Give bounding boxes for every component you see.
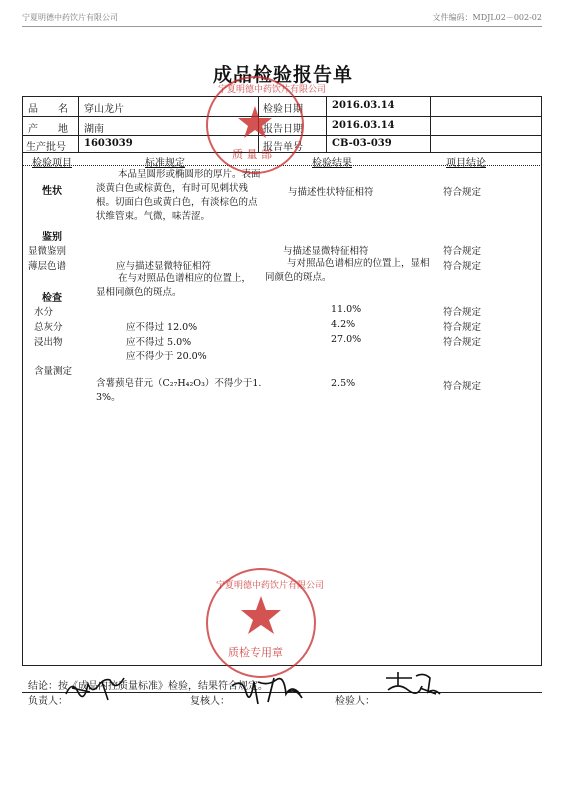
report-date-value: 2016.03.14	[332, 120, 395, 131]
origin-label: 产 地	[28, 124, 68, 135]
bocengsepu-result: 与对照品色谱相应的位置上，显相同颜色的斑点。	[265, 258, 430, 283]
xianwei-conclusion: 符合规定	[443, 246, 482, 257]
row-label-jianbie: 鉴别	[42, 232, 62, 243]
report-no-value: CB-03-039	[332, 138, 392, 149]
row-label-hanliang: 含量测定	[34, 366, 73, 377]
zonghuifen-result: 4.2%	[331, 319, 356, 330]
test-date-value: 2016.03.14	[332, 100, 395, 111]
xianwei-result: 与描述显微特征相符	[283, 246, 369, 257]
inspector-signature	[380, 668, 448, 702]
shuifen-conclusion: 符合规定	[443, 307, 482, 318]
doc-number: 文件编码：MDJL02－002-02	[432, 13, 542, 22]
top-stamp-inner-text: 质 量 部	[232, 148, 272, 161]
jinchuwu-standard: 应不得过 5.0%	[126, 337, 192, 348]
bocengsepu-standard-2: 在与对照品色谱相应的位置上，显相同颜色的斑点。	[96, 273, 252, 298]
xingzhuang-result: 与描述性状特征相符	[288, 187, 374, 198]
col-header-standard: 标准规定	[145, 158, 185, 169]
row-label-bocengsepu: 薄层色谱	[28, 261, 67, 272]
company-header: 宁夏明德中药饮片有限公司	[22, 13, 118, 22]
table-col-divider	[326, 96, 327, 152]
conclusion-text: 结论：按《成品内控质量标准》检验，结果符合规定。	[28, 681, 268, 692]
name-value: 穿山龙片	[84, 104, 124, 115]
zonghuifen-standard: 应不得过 12.0%	[126, 322, 198, 333]
xingzhuang-standard: 本品呈圆形或椭圆形的厚片。表面淡黄白色或棕黄色，有时可见刺状残根。切面白色或黄白色，有淡棕色的点状维管束。气微，味苦涩。	[96, 169, 261, 222]
jinchuwu-conclusion: 符合规定	[443, 337, 482, 348]
name-label: 品 名	[28, 104, 68, 115]
bocengsepu-standard-1: 应与描述显微特征相符	[116, 261, 212, 272]
row-label-zonghuifen: 总灰分	[34, 322, 63, 333]
batch-value: 1603039	[84, 138, 133, 149]
row-label-xianwei: 显微鉴别	[28, 246, 67, 257]
row-label-jinchuwu: 浸出物	[34, 337, 63, 348]
row-label-xingzhuang: 性状	[42, 186, 62, 197]
table-col-divider	[78, 96, 79, 152]
header-divider	[22, 26, 542, 27]
xingzhuang-conclusion: 符合规定	[443, 187, 482, 198]
shuifen-result: 11.0%	[331, 304, 362, 315]
report-no-label: 报告单号	[263, 142, 303, 153]
responsible-signature	[62, 674, 134, 704]
bottom-stamp-inner-text: 质检专用章	[228, 646, 283, 659]
batch-label: 生产批号	[26, 142, 66, 153]
zonghuifen-conclusion: 符合规定	[443, 322, 482, 333]
table-col-divider	[430, 96, 431, 152]
hanliang-standard: 含薯蓣皂苷元（C₂₇H₄₂O₃）不得少于1. 3%。	[96, 378, 262, 403]
inspector-label: 检验人：	[335, 696, 375, 707]
col-header-item: 检验项目	[32, 158, 72, 169]
report-date-label: 报告日期	[263, 124, 303, 135]
top-stamp-outer-text: 宁夏明德中药饮片有限公司	[218, 85, 327, 95]
jinchuwu-result: 27.0%	[331, 334, 362, 345]
row-label-shuifen: 水分	[34, 307, 54, 318]
reviewer-label: 复核人：	[190, 696, 230, 707]
origin-value: 湖南	[84, 124, 104, 135]
jinchuwu-standard-2: 应不得少于 20.0%	[126, 351, 207, 362]
test-date-label: 检验日期	[263, 104, 303, 115]
bottom-stamp-outer-text: 宁夏明德中药饮片有限公司	[216, 581, 325, 591]
col-header-conclusion: 项目结论	[446, 158, 486, 169]
hanliang-conclusion: 符合规定	[443, 381, 482, 392]
responsible-label: 负责人：	[28, 696, 68, 707]
page-title: 成品检验报告单	[212, 64, 353, 86]
hanliang-result: 2.5%	[331, 378, 356, 389]
bocengsepu-conclusion: 符合规定	[443, 261, 482, 272]
row-label-jiancha: 检查	[42, 293, 62, 304]
col-header-result: 检验结果	[312, 158, 352, 169]
